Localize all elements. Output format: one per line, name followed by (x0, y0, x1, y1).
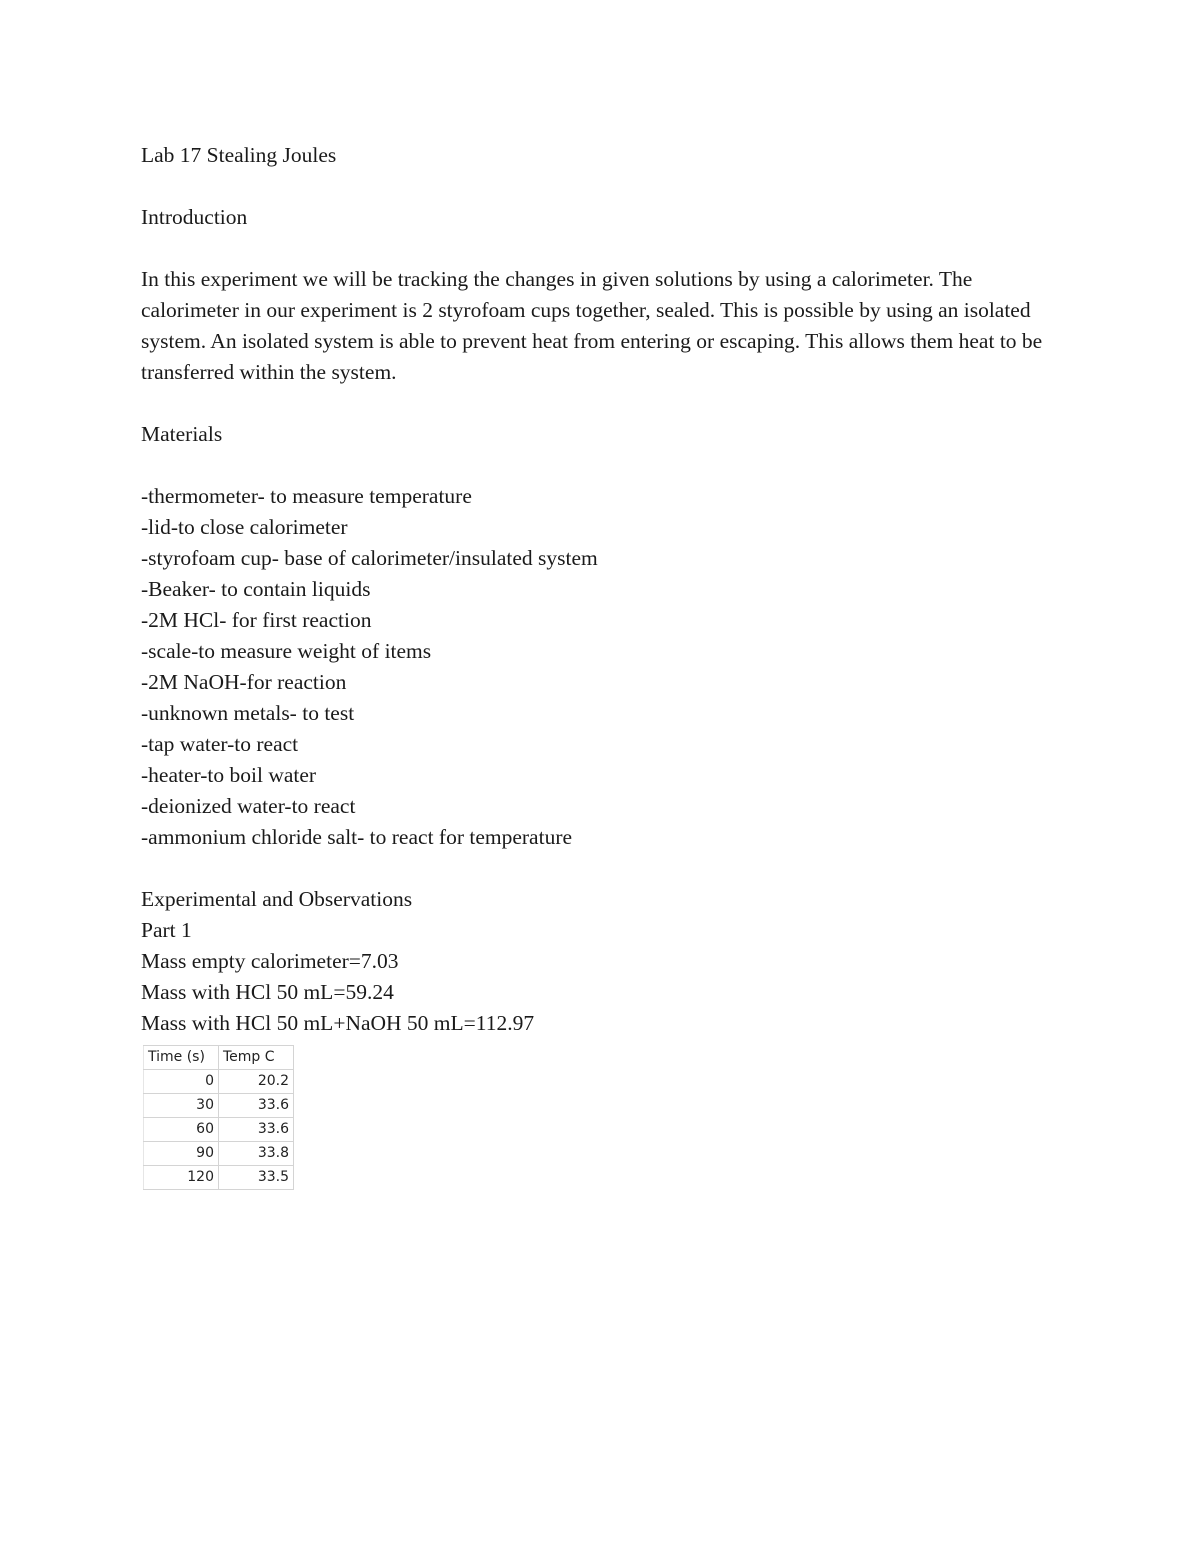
table-cell-time: 30 (144, 1094, 219, 1118)
materials-item: -Beaker- to contain liquids (141, 577, 371, 601)
mass-empty-line: Mass empty calorimeter=7.03 (141, 949, 399, 973)
document-page (141, 140, 1071, 1190)
document-title: Lab 17 Stealing Joules (141, 143, 337, 167)
time-temp-table (143, 1045, 294, 1190)
table-header-row (144, 1046, 294, 1070)
table-header-time: Time (s) (144, 1046, 219, 1070)
mass-hcl-line: Mass with HCl 50 mL=59.24 (141, 980, 394, 1004)
spacer (141, 853, 1071, 884)
materials-item: -2M HCl- for first reaction (141, 608, 372, 632)
table-cell-time: 0 (144, 1070, 219, 1094)
mass-hcl-naoh-line: Mass with HCl 50 mL+NaOH 50 mL=112.97 (141, 1011, 535, 1035)
table-row (144, 1094, 294, 1118)
materials-item: -styrofoam cup- base of calorimeter/insulated system (141, 546, 598, 570)
table-cell-time: 90 (144, 1142, 219, 1166)
table-row (144, 1118, 294, 1142)
materials-item: -tap water-to react (141, 732, 299, 756)
introduction-paragraph: In this experiment we will be tracking the changes in given solutions by using a calorimeter. The calorimeter in our experiment is 2 styrofoam cups together, sealed. This is possible by using an isolated system. An isolated system is able to prevent heat from entering or escaping. This allows them heat to be transferred within the system. (141, 267, 1043, 384)
table-cell-temp: 33.6 (219, 1118, 294, 1142)
table-row (144, 1142, 294, 1166)
spacer (141, 388, 1071, 419)
materials-list (141, 481, 1071, 853)
table-cell-time: 120 (144, 1166, 219, 1190)
part-label: Part 1 (141, 918, 192, 942)
table-row (144, 1070, 294, 1094)
materials-item: -ammonium chloride salt- to react for temperature (141, 825, 573, 849)
materials-item: -heater-to boil water (141, 763, 317, 787)
spacer (141, 233, 1071, 264)
materials-item: -2M NaOH-for reaction (141, 670, 347, 694)
table-header-temp: Temp C (219, 1046, 294, 1070)
materials-item: -thermometer- to measure temperature (141, 484, 472, 508)
spacer (141, 450, 1071, 481)
table-row (144, 1166, 294, 1190)
materials-item: -unknown metals- to test (141, 701, 355, 725)
materials-item: -lid-to close calorimeter (141, 515, 348, 539)
spacer (141, 171, 1071, 202)
materials-item: -scale-to measure weight of items (141, 639, 432, 663)
experimental-heading: Experimental and Observations (141, 887, 413, 911)
materials-heading: Materials (141, 422, 223, 446)
materials-item: -deionized water-to react (141, 794, 356, 818)
table-cell-temp: 33.5 (219, 1166, 294, 1190)
table-cell-time: 60 (144, 1118, 219, 1142)
introduction-heading: Introduction (141, 205, 248, 229)
table-cell-temp: 33.6 (219, 1094, 294, 1118)
table-cell-temp: 33.8 (219, 1142, 294, 1166)
table-cell-temp: 20.2 (219, 1070, 294, 1094)
